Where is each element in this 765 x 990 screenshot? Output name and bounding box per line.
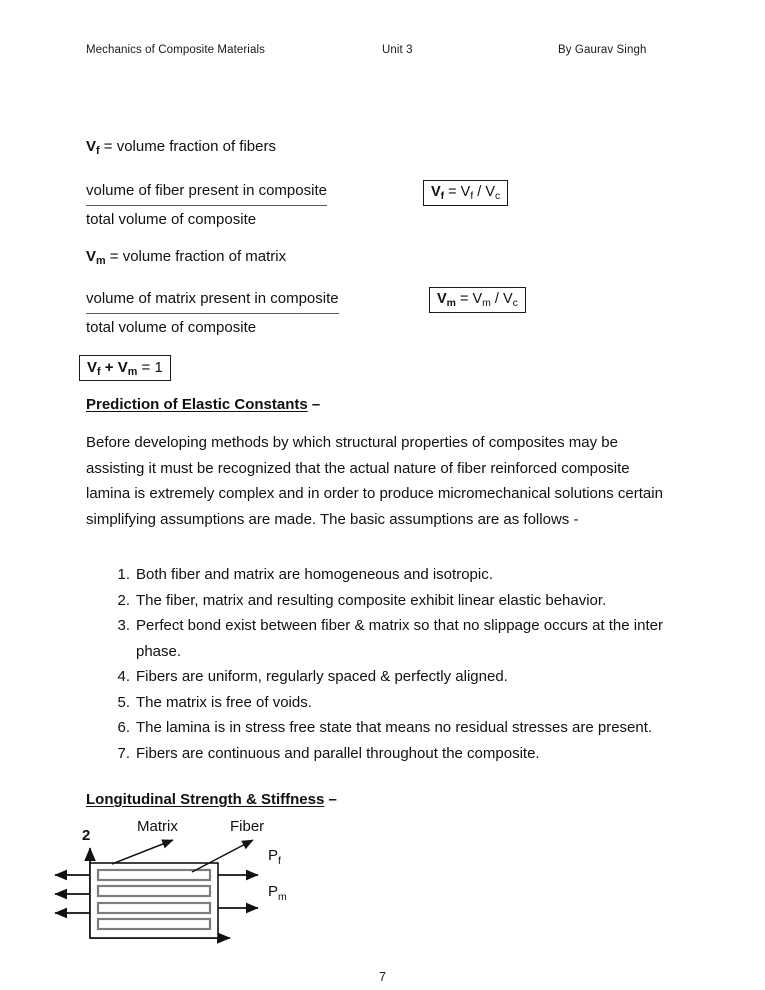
list-item-number: 4. [117, 668, 130, 685]
list-item-text: The lamina is in stress free state that means no residual stresses are present. [136, 719, 653, 736]
list-item-text: Both fiber and matrix are homogeneous and isotropic. [136, 566, 493, 583]
list-item-number: 1. [117, 566, 130, 583]
list-item-number: 3. [117, 617, 130, 634]
list-item [110, 588, 680, 614]
list-item [110, 715, 680, 741]
formula-lead-vm: $V_m$ [437, 291, 456, 309]
fraction-vf [86, 180, 327, 231]
fraction-numerator-vm: volume of matrix present in composite [86, 288, 339, 314]
force-label-pf: $P_f$ [268, 847, 281, 867]
heading-text-longitudinal: Longitudinal Strength & Stiffness [86, 791, 325, 808]
sum-term-vf: $V_f$ [87, 359, 101, 379]
list-item-number: 2. [117, 591, 130, 609]
header-course-title: Mechanics of Composite Materials [86, 44, 265, 56]
list-item-number: 6. [117, 719, 130, 736]
definition-text-vf: = volume fraction of fibers [99, 138, 276, 155]
formula-box-vm [429, 287, 526, 313]
heading-dash-elastic: – [307, 396, 321, 413]
sum-term-vm: $V_m$ [117, 359, 138, 379]
list-item-number: 5. [117, 693, 130, 711]
load-arrows-left [55, 875, 90, 913]
composite-lamina-diagram [40, 818, 360, 958]
formula-box-volume-sum [79, 355, 171, 381]
page-number: 7 [379, 970, 386, 984]
fiber-layer [98, 919, 210, 929]
list-item-text: Fibers are continuous and parallel throughout the composite. [136, 744, 540, 762]
list-item [110, 690, 680, 716]
heading-text-elastic: Prediction of Elastic Constants [86, 396, 308, 413]
heading-prediction-elastic-constants [86, 396, 320, 413]
list-item-text: The matrix is free of voids. [136, 693, 312, 711]
header-unit: Unit 3 [382, 44, 413, 56]
list-item-text: Fibers are uniform, regularly spaced & perfectly aligned. [136, 668, 508, 685]
heading-dash-longitudinal: – [324, 791, 337, 808]
intro-paragraph: Before developing methods by which structural properties of composites may be assisting it must be recognized that the actual nature of fiber reinforced composite lamina is extremely complex and in order to produce micromechanical solutions certain simplifying assumptions are made. The basic assumptions are as follows - [86, 434, 663, 528]
axis-label-2: 2 [82, 827, 91, 844]
fraction-denominator-vm: total volume of composite [86, 319, 257, 336]
list-item [110, 664, 680, 690]
symbol-vm: $V_m$ [86, 248, 106, 268]
fiber-layer [98, 903, 210, 913]
list-item-text: Perfect bond exist between fiber & matrix so that no slippage occurs at the inter phase. [136, 617, 663, 660]
list-item-text: The fiber, matrix and resulting composite exhibit linear elastic behavior. [136, 591, 607, 609]
fraction-denominator-vf: total volume of composite [86, 211, 257, 228]
heading-longitudinal-strength [86, 791, 337, 808]
definition-text-vm: = volume fraction of matrix [105, 248, 287, 265]
fraction-vm [86, 288, 339, 339]
fiber-leader-arrow [192, 840, 253, 872]
formula-lead-vf: $V_f$ [431, 184, 445, 202]
definition-line-vm [86, 248, 287, 268]
symbol-vf: $V_f$ [86, 138, 100, 158]
list-item-number: 7. [117, 744, 130, 762]
list-item [110, 741, 680, 767]
sum-equals-one: = 1 [137, 359, 163, 376]
matrix-label: Matrix [137, 818, 178, 835]
assumptions-list [110, 562, 680, 766]
definition-line-vf [86, 138, 276, 158]
header-author: By Gaurav Singh [558, 44, 647, 56]
list-item [110, 613, 680, 664]
fiber-layer [98, 886, 210, 896]
matrix-leader-arrow [112, 840, 173, 864]
fiber-label: Fiber [230, 818, 265, 835]
formula-box-vf [423, 180, 508, 206]
list-item [110, 562, 680, 588]
load-arrows-right [218, 875, 258, 908]
sum-plus-operator: + [100, 359, 118, 376]
formula-rest-vf: = $V_f / V_c$ [444, 184, 501, 202]
force-label-pm: $P_m$ [268, 883, 287, 903]
fraction-numerator-vf: volume of fiber present in composite [86, 180, 327, 206]
formula-rest-vm: = $V_m / V_c$ [455, 291, 518, 309]
